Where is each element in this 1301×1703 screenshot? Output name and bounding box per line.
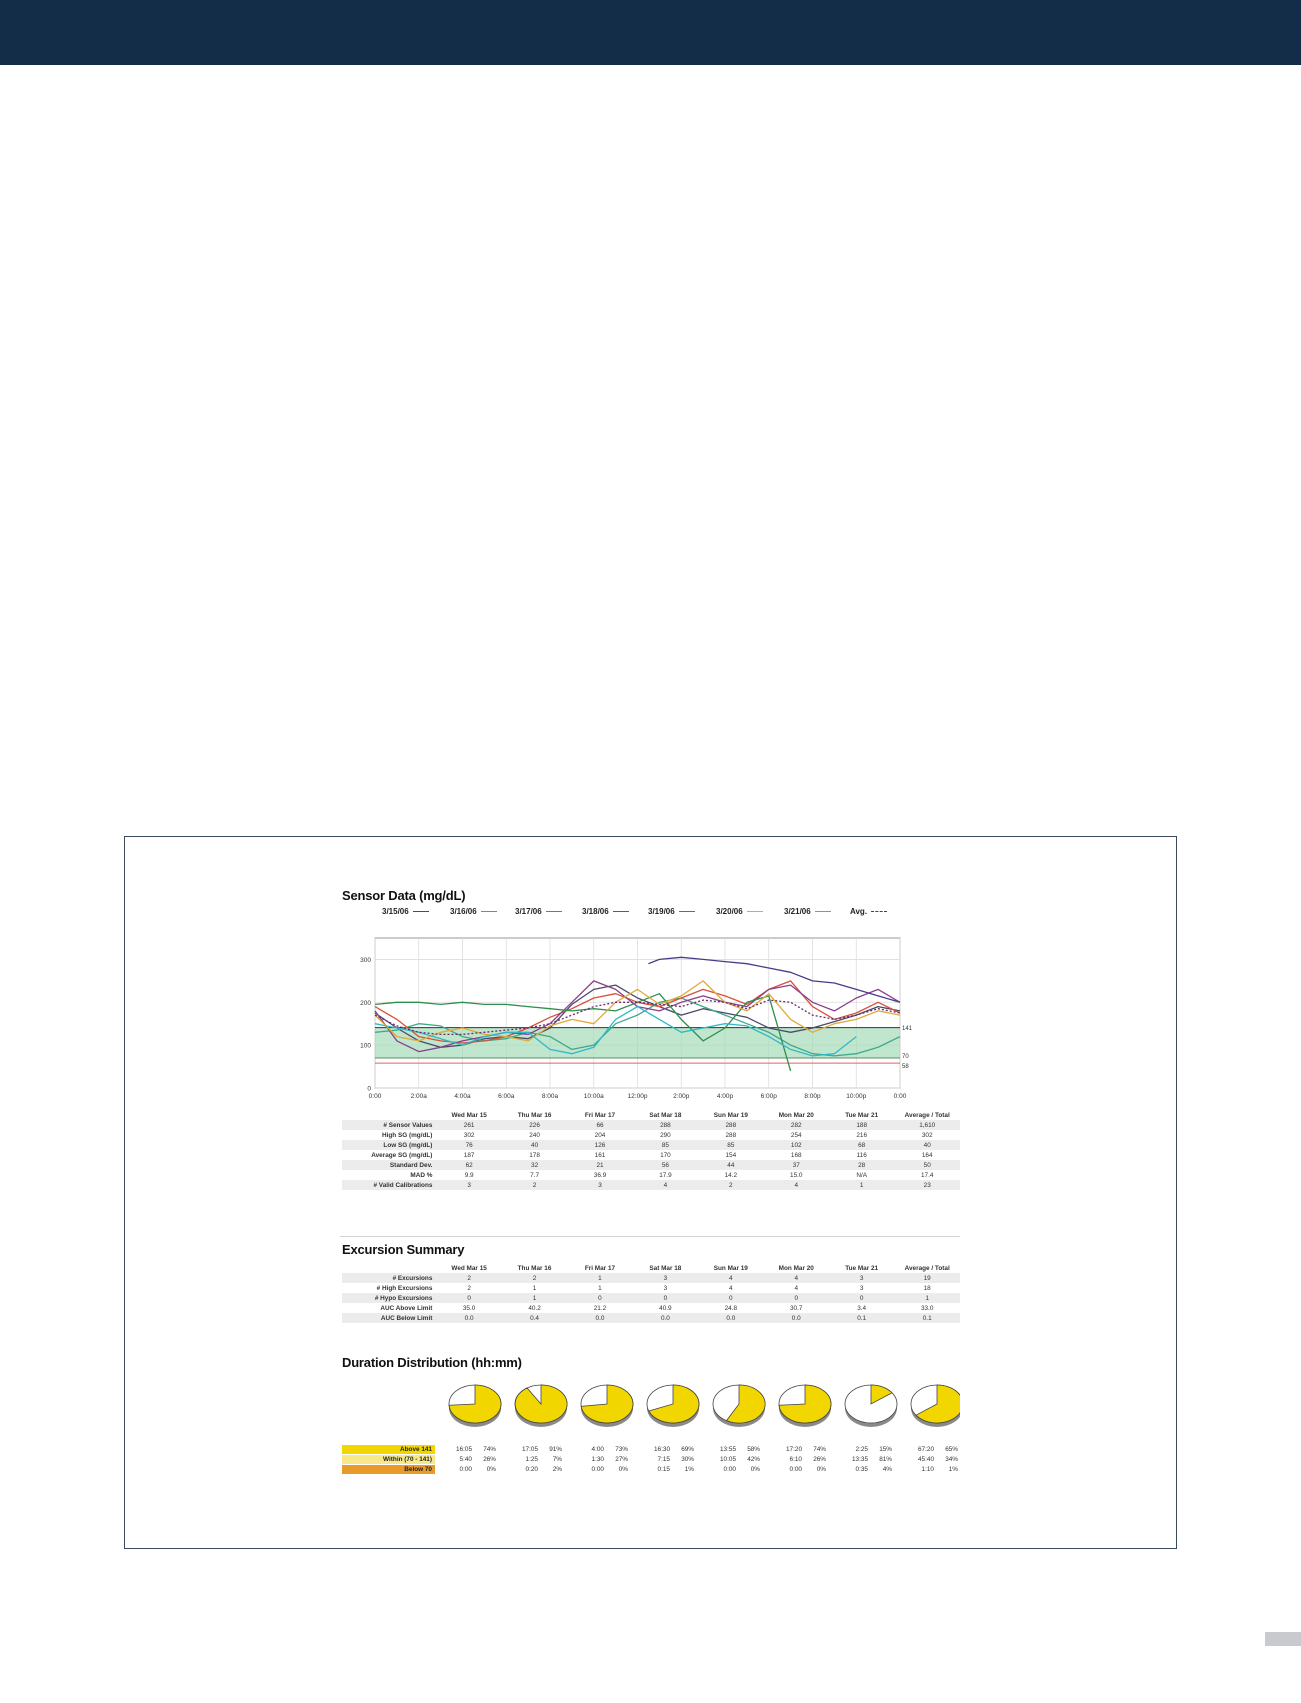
x-tick-label: 2:00a — [410, 1093, 427, 1100]
row-label: Low SG (mg/dL) — [342, 1140, 436, 1150]
duration-cell: 1:30 — [591, 1456, 604, 1463]
table-cell: 28 — [829, 1160, 894, 1170]
duration-cell: 0% — [486, 1466, 496, 1473]
legend-label: Avg. — [850, 907, 868, 916]
duration-cell: 13:35 — [852, 1456, 868, 1463]
table-cell: 23 — [894, 1180, 960, 1190]
table-cell: 24.8 — [724, 1304, 738, 1312]
table-cell: 9.9 — [464, 1171, 474, 1179]
table-cell: 302 — [921, 1131, 933, 1139]
table-row — [342, 1293, 960, 1303]
table-cell: 1,610 — [894, 1120, 960, 1130]
table-cell: 116 — [856, 1151, 867, 1159]
legend-item — [515, 907, 562, 916]
table-cell: 290 — [660, 1131, 671, 1139]
duration-cell: 91% — [549, 1446, 562, 1453]
table-cell: 3 — [567, 1180, 632, 1190]
table-row — [342, 1273, 960, 1283]
table-cell: 0.0 — [567, 1313, 632, 1323]
table-cell: 3 — [633, 1273, 698, 1283]
duration-cell: 74% — [813, 1446, 826, 1453]
table-cell: 2 — [436, 1273, 501, 1283]
duration-cell: 1:10 — [921, 1466, 934, 1473]
table-cell: 68 — [829, 1140, 894, 1150]
table-cell: 18 — [923, 1284, 931, 1292]
table-cell: 66 — [567, 1120, 632, 1130]
duration-cell: 69% — [681, 1446, 694, 1453]
legend-item — [382, 907, 429, 916]
table-cell: 37 — [764, 1160, 829, 1170]
duration-cell: 5:40 — [459, 1456, 472, 1463]
column-header: Sat Mar 18 — [649, 1111, 682, 1119]
duration-cell: 73% — [615, 1446, 628, 1453]
row-label: Standard Dev. — [342, 1160, 436, 1170]
table-cell: 40 — [894, 1140, 960, 1150]
column-header: Sun Mar 19 — [713, 1111, 748, 1119]
table-cell: 56 — [633, 1160, 698, 1170]
table-cell: 1 — [598, 1284, 602, 1292]
sensor-stats-table — [342, 1110, 960, 1190]
duration-cell: 67:20 — [918, 1446, 934, 1453]
duration-pie-charts — [340, 1384, 960, 1434]
duration-cell: 0:35 — [855, 1466, 868, 1473]
table-cell: 161 — [594, 1151, 606, 1159]
table-cell: 3 — [436, 1180, 501, 1190]
table-row — [342, 1140, 960, 1150]
row-label: High SG (mg/dL) — [382, 1131, 433, 1139]
column-header: Fri Mar 17 — [584, 1264, 616, 1272]
limit-label: 70 — [902, 1054, 909, 1060]
table-cell: 15.0 — [790, 1171, 803, 1179]
duration-cell: 0:15 — [657, 1466, 670, 1473]
table-cell: 126 — [567, 1140, 632, 1150]
duration-cell: 4% — [882, 1466, 892, 1473]
table-header-row — [342, 1263, 960, 1273]
row-label: # Sensor Values — [342, 1120, 436, 1130]
duration-cell: 15% — [879, 1446, 892, 1453]
page-tab — [1265, 1632, 1301, 1646]
legend-label: 3/21/06 — [784, 907, 811, 916]
table-cell: 102 — [764, 1140, 829, 1150]
table-header-row — [342, 1110, 960, 1120]
table-row — [342, 1170, 960, 1180]
x-tick-label: 2:00p — [673, 1093, 690, 1100]
x-tick-label: 6:00p — [760, 1093, 777, 1100]
table-cell: 40.2 — [528, 1304, 541, 1312]
legend-swatch — [747, 911, 763, 912]
column-header: Average / Total — [904, 1264, 950, 1272]
table-cell: 302 — [463, 1131, 475, 1139]
table-row — [342, 1160, 960, 1170]
x-tick-label: 8:00a — [541, 1093, 559, 1100]
table-cell: 226 — [502, 1120, 567, 1130]
duration-cell: 81% — [879, 1456, 892, 1463]
table-cell: 240 — [529, 1131, 540, 1139]
duration-row-label: Below 70 — [342, 1465, 435, 1474]
row-label: AUC Below Limit — [342, 1313, 436, 1323]
pie-slice — [515, 1385, 567, 1423]
column-header: Sat Mar 18 — [649, 1264, 682, 1272]
duration-cell: 2% — [552, 1466, 562, 1473]
legend-label: 3/20/06 — [716, 907, 743, 916]
table-cell: 288 — [633, 1120, 698, 1130]
sensor-line-chart — [340, 928, 960, 1110]
legend-swatch — [481, 911, 497, 912]
column-header: Tue Mar 21 — [845, 1111, 879, 1119]
table-cell: 282 — [764, 1120, 829, 1130]
table-cell: 0.1 — [829, 1313, 894, 1323]
y-tick-label: 300 — [360, 956, 371, 964]
table-cell: 0 — [567, 1293, 632, 1303]
duration-cell: 2:25 — [855, 1446, 868, 1453]
table-cell: 0 — [698, 1293, 763, 1303]
duration-cell: 1:25 — [525, 1456, 538, 1463]
table-cell: 85 — [633, 1140, 698, 1150]
excursion-table — [342, 1263, 960, 1323]
legend-item — [582, 907, 629, 916]
x-tick-label: 0:00 — [368, 1093, 382, 1100]
legend-item — [648, 907, 695, 916]
column-header: Thu Mar 16 — [517, 1264, 552, 1272]
table-cell: 44 — [698, 1160, 763, 1170]
table-cell: 0.0 — [698, 1313, 763, 1323]
legend-item — [450, 907, 497, 916]
duration-cell: 27% — [615, 1456, 628, 1463]
limit-label: 58 — [902, 1064, 909, 1071]
duration-row-label: Within (70 - 141) — [342, 1455, 435, 1464]
duration-cell: 1% — [684, 1466, 694, 1473]
duration-cell: 0% — [816, 1466, 826, 1473]
row-label: # Excursions — [342, 1273, 436, 1283]
table-cell: 0 — [436, 1293, 501, 1303]
column-header: Wed Mar 15 — [451, 1111, 487, 1119]
table-cell: 4 — [794, 1284, 799, 1292]
column-header — [342, 1263, 436, 1273]
legend-swatch — [413, 911, 429, 912]
table-cell: 2 — [502, 1180, 567, 1190]
table-cell: 4 — [633, 1180, 698, 1190]
table-cell: 14.2 — [724, 1171, 738, 1179]
table-cell: 188 — [829, 1120, 894, 1130]
column-header: Thu Mar 16 — [517, 1111, 552, 1119]
table-cell: 7.7 — [530, 1171, 540, 1179]
column-header: Fri Mar 17 — [584, 1111, 616, 1119]
x-tick-label: 6:00a — [498, 1093, 515, 1100]
x-tick-label: 4:00a — [454, 1093, 471, 1100]
table-cell: 0 — [764, 1293, 829, 1303]
duration-cell: 26% — [813, 1456, 826, 1463]
column-header: Sun Mar 19 — [713, 1264, 748, 1272]
table-cell: 187 — [463, 1151, 475, 1159]
table-cell: 0.0 — [436, 1313, 501, 1323]
table-cell: 17.4 — [920, 1171, 934, 1179]
column-header — [342, 1110, 436, 1120]
table-cell: 1 — [894, 1293, 960, 1303]
duration-cell: 65% — [945, 1446, 958, 1453]
table-cell: 0.0 — [764, 1313, 829, 1323]
duration-cell: 10:05 — [720, 1456, 736, 1463]
row-label: Average SG (mg/dL) — [371, 1151, 433, 1159]
table-cell: 30.7 — [790, 1304, 803, 1312]
duration-cell: 17:20 — [786, 1446, 802, 1453]
duration-cell: 0% — [618, 1466, 628, 1473]
duration-cell: 45:40 — [918, 1456, 934, 1463]
duration-cell: 0% — [750, 1466, 760, 1473]
table-cell: 76 — [436, 1140, 501, 1150]
legend-label: 3/18/06 — [582, 907, 609, 916]
legend-label: 3/19/06 — [648, 907, 675, 916]
table-row — [342, 1313, 960, 1323]
table-cell: 170 — [660, 1151, 671, 1159]
table-cell: 21.2 — [593, 1304, 607, 1312]
legend-label: 3/15/06 — [382, 907, 409, 916]
legend-swatch — [546, 911, 562, 912]
table-cell: 62 — [436, 1160, 501, 1170]
legend-item — [784, 907, 831, 916]
duration-cell: 34% — [945, 1456, 958, 1463]
row-label: AUC Above Limit — [380, 1304, 433, 1312]
table-cell: 154 — [725, 1151, 737, 1159]
duration-distribution-title: Duration Distribution (hh:mm) — [342, 1355, 522, 1370]
duration-cell: 16:30 — [654, 1446, 670, 1453]
table-cell: 2 — [502, 1273, 567, 1283]
row-label: # Hypo Excursions — [342, 1293, 436, 1303]
table-cell: 19 — [894, 1273, 960, 1283]
sensor-data-title: Sensor Data (mg/dL) — [342, 888, 466, 903]
table-cell: 40.9 — [659, 1304, 672, 1312]
x-tick-label: 10:00p — [846, 1093, 867, 1100]
table-cell: 0.1 — [894, 1313, 960, 1323]
table-cell: 85 — [698, 1140, 763, 1150]
x-tick-label: 12:00p — [627, 1093, 648, 1100]
legend-item — [850, 907, 887, 916]
table-cell: 1 — [567, 1273, 632, 1283]
x-tick-label: 8:00p — [804, 1093, 821, 1100]
duration-cell: 0:00 — [459, 1466, 472, 1473]
duration-cell: 13:55 — [720, 1446, 736, 1453]
legend-swatch — [871, 911, 887, 912]
table-cell: 4 — [729, 1284, 733, 1292]
x-tick-label: 10:00a — [583, 1093, 604, 1100]
table-cell: 4 — [698, 1273, 763, 1283]
duration-cell: 6:10 — [789, 1456, 802, 1463]
table-row — [342, 1130, 960, 1140]
duration-cell: 0:00 — [789, 1466, 802, 1473]
table-cell: 3 — [663, 1284, 668, 1292]
legend-item — [716, 907, 763, 916]
duration-cell: 17:05 — [522, 1446, 538, 1453]
x-tick-label: 4:00p — [716, 1093, 734, 1100]
table-cell: 0.0 — [633, 1313, 698, 1323]
table-cell: N/A — [856, 1171, 868, 1179]
duration-cell: 0:00 — [723, 1466, 736, 1473]
table-cell: 204 — [594, 1131, 606, 1139]
table-cell: 17.9 — [659, 1171, 672, 1179]
table-row — [342, 1120, 960, 1130]
table-cell: 1 — [502, 1293, 567, 1303]
table-cell: 178 — [529, 1151, 540, 1159]
section-divider — [340, 1236, 960, 1237]
column-header: Mon Mar 20 — [778, 1264, 814, 1272]
row-label: # High Excursions — [376, 1284, 433, 1292]
table-cell: 254 — [790, 1131, 802, 1139]
table-row — [342, 1180, 960, 1190]
table-cell: 3 — [859, 1284, 864, 1292]
duration-cell: 30% — [681, 1456, 694, 1463]
y-tick-label: 200 — [360, 999, 371, 1007]
table-cell: 168 — [790, 1151, 802, 1159]
duration-cell: 4:00 — [591, 1446, 604, 1453]
table-cell: 32 — [502, 1160, 567, 1170]
table-cell: 261 — [436, 1120, 501, 1130]
column-header: Tue Mar 21 — [845, 1264, 879, 1272]
sensor-report — [340, 880, 960, 1488]
column-header: Average / Total — [904, 1111, 950, 1119]
y-tick-label: 0 — [367, 1085, 371, 1093]
table-cell: 0 — [633, 1293, 698, 1303]
table-cell: 40 — [502, 1140, 567, 1150]
table-row — [342, 1303, 960, 1313]
row-label: MAD % — [410, 1171, 433, 1179]
legend-swatch — [613, 911, 629, 912]
table-cell: 4 — [764, 1273, 829, 1283]
table-cell: 3 — [829, 1273, 894, 1283]
x-tick-label: 0:00 — [893, 1093, 907, 1100]
table-row — [342, 1283, 960, 1293]
legend-label: 3/16/06 — [450, 907, 477, 916]
table-cell: 0.4 — [502, 1313, 567, 1323]
duration-cell: 26% — [483, 1456, 496, 1463]
legend-swatch — [679, 911, 695, 912]
table-cell: 35.0 — [462, 1304, 476, 1312]
column-header: Mon Mar 20 — [778, 1111, 814, 1119]
excursion-summary-title: Excursion Summary — [342, 1242, 465, 1257]
table-cell: 1 — [829, 1180, 894, 1190]
table-cell: 0 — [829, 1293, 894, 1303]
table-cell: 4 — [764, 1180, 829, 1190]
limit-label: 141 — [902, 1026, 913, 1033]
table-cell: 1 — [532, 1284, 537, 1292]
duration-cell: 74% — [483, 1446, 496, 1453]
legend-swatch — [815, 911, 831, 912]
row-label: # Valid Calibrations — [342, 1180, 436, 1190]
table-cell: 3.4 — [857, 1304, 867, 1312]
table-cell: 36.9 — [593, 1171, 607, 1179]
table-cell: 33.0 — [920, 1304, 934, 1312]
table-cell: 216 — [856, 1131, 868, 1139]
legend-label: 3/17/06 — [515, 907, 542, 916]
table-cell: 288 — [725, 1131, 737, 1139]
duration-cell: 0:20 — [525, 1466, 538, 1473]
duration-cell: 42% — [747, 1456, 760, 1463]
table-cell: 288 — [698, 1120, 763, 1130]
duration-cell: 7% — [552, 1456, 562, 1463]
column-header: Wed Mar 15 — [451, 1264, 487, 1272]
y-tick-label: 100 — [360, 1042, 371, 1050]
duration-cell: 58% — [747, 1446, 760, 1453]
table-row — [342, 1150, 960, 1160]
duration-cell: 16:05 — [456, 1446, 472, 1453]
table-cell: 21 — [567, 1160, 632, 1170]
duration-row-label: Above 141 — [342, 1445, 435, 1454]
table-cell: 2 — [698, 1180, 763, 1190]
table-cell: 2 — [467, 1284, 471, 1292]
duration-cell: 7:15 — [657, 1456, 670, 1463]
duration-cell: 0:00 — [591, 1466, 604, 1473]
table-cell: 164 — [921, 1151, 933, 1159]
table-cell: 50 — [894, 1160, 960, 1170]
top-header-bar — [0, 0, 1301, 65]
duration-cell: 1% — [948, 1466, 958, 1473]
